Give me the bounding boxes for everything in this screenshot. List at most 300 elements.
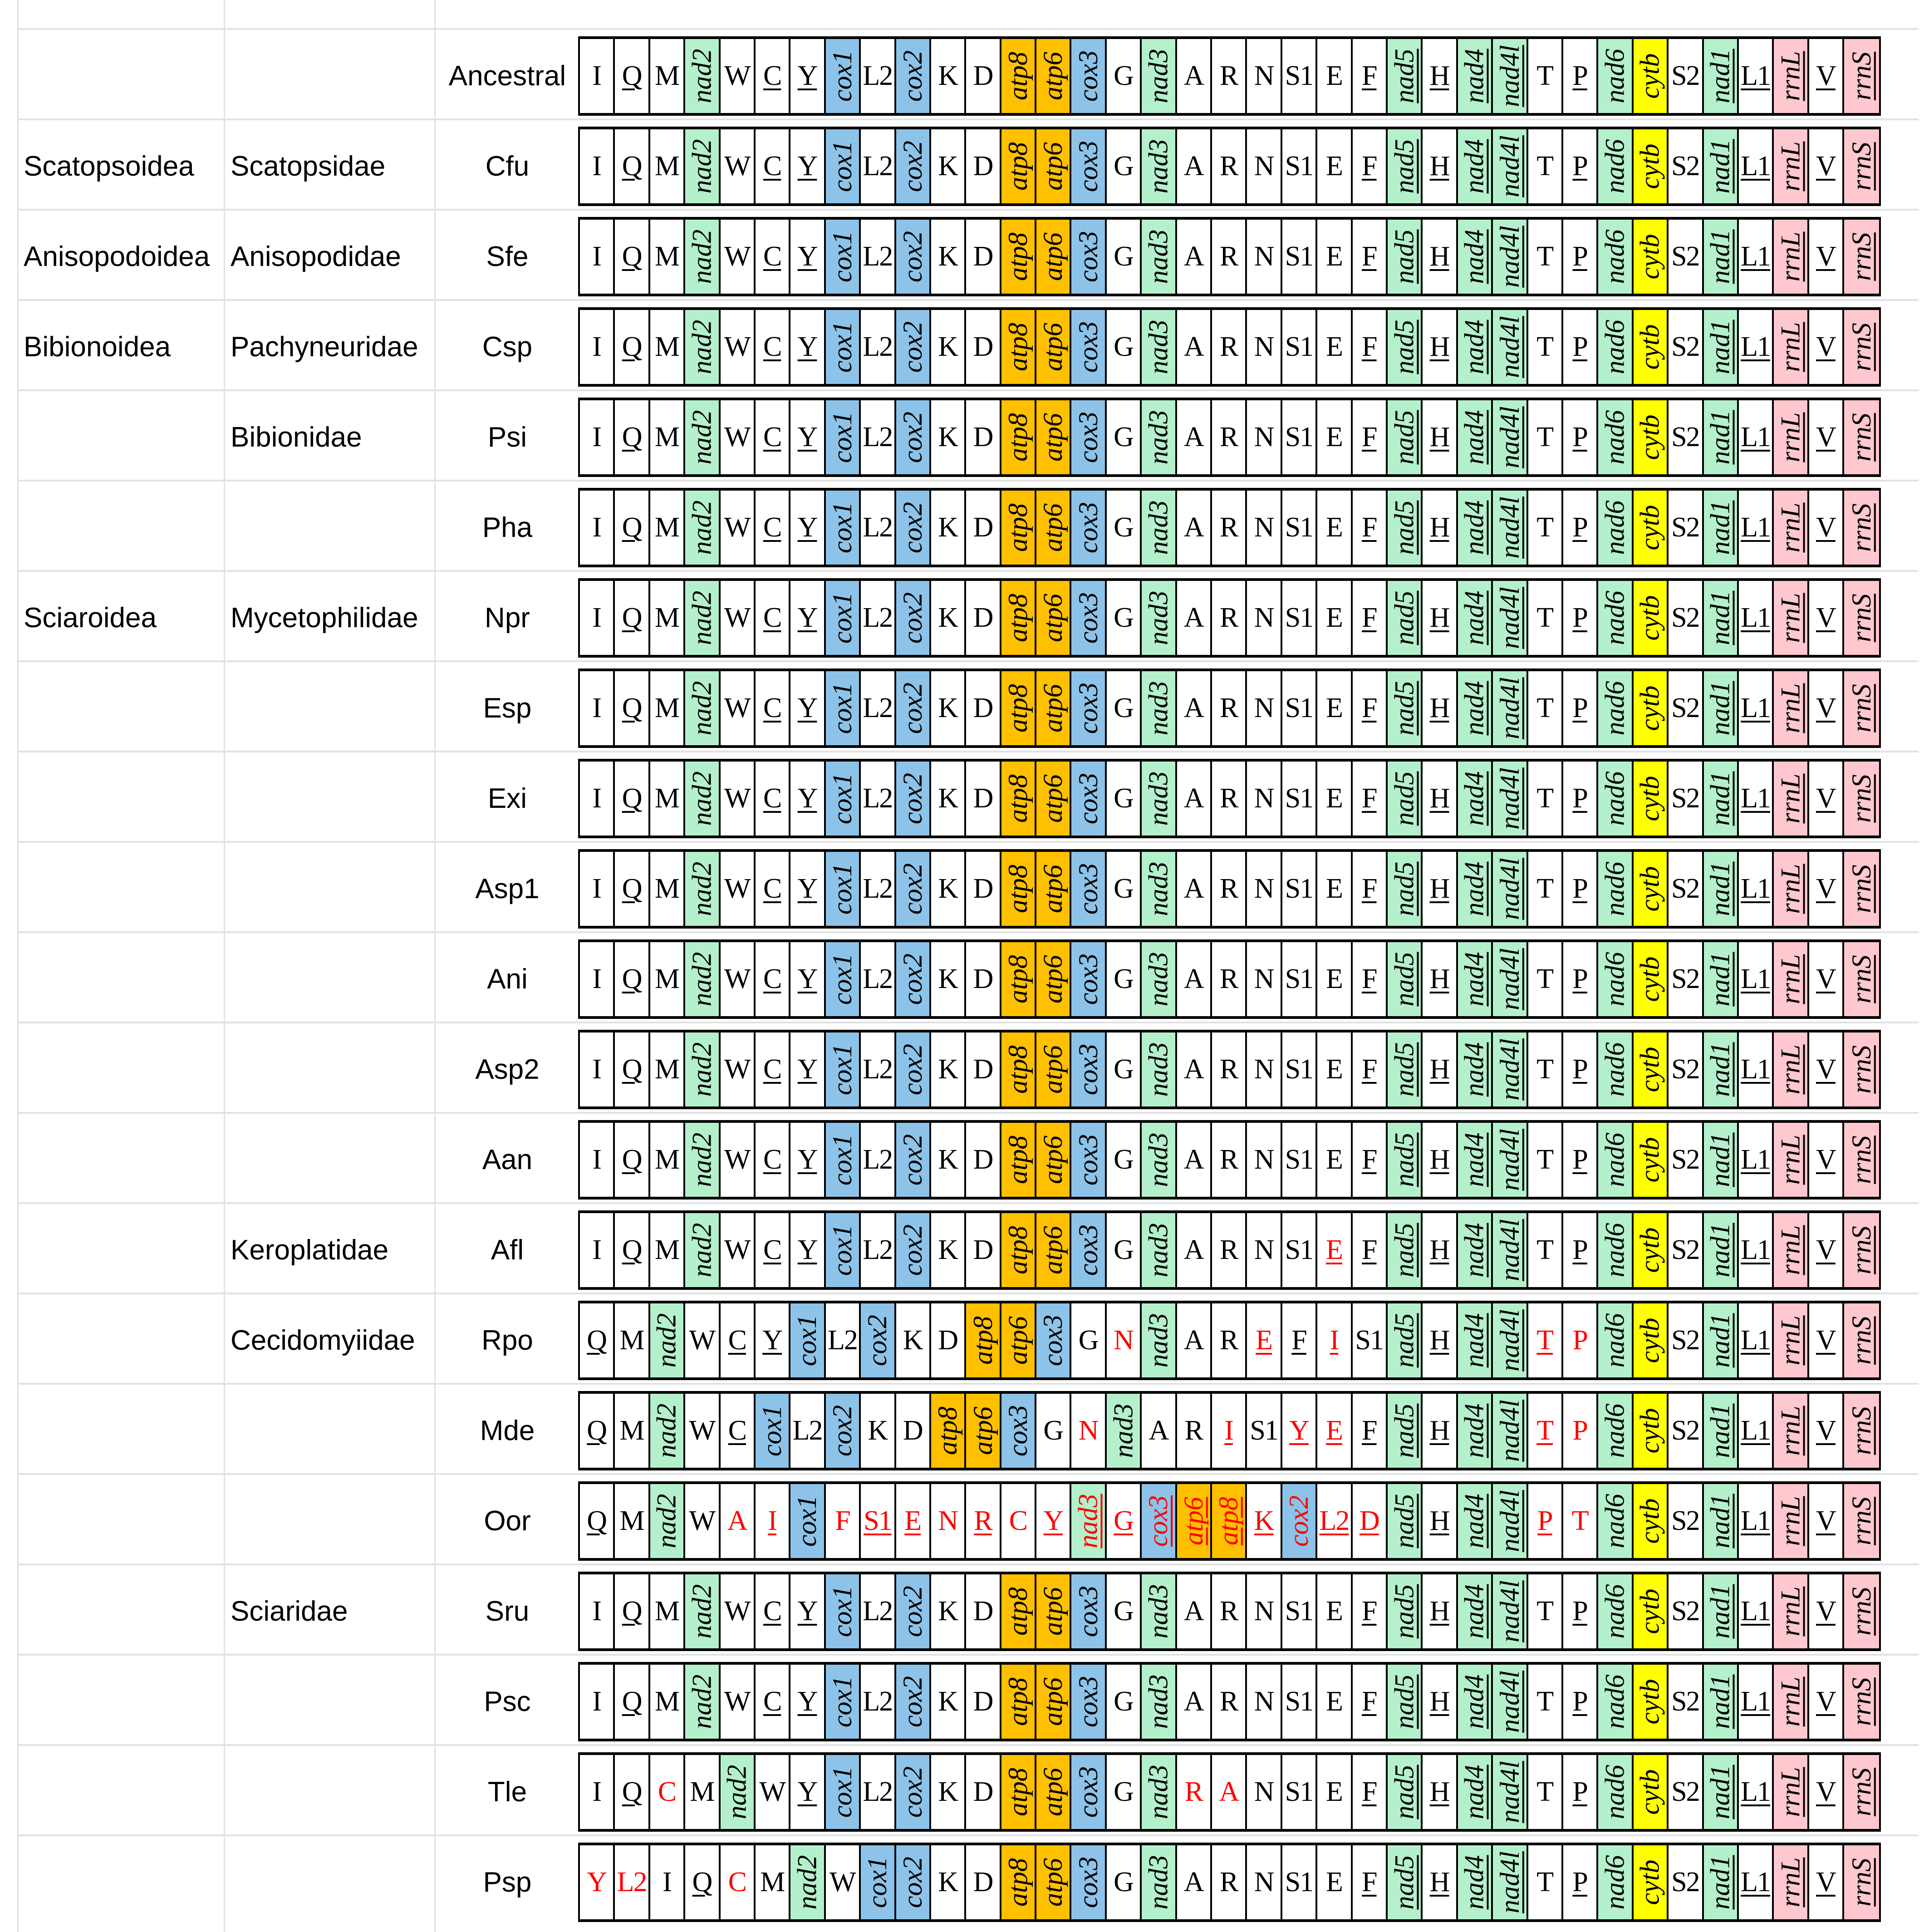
gene-label: E — [1325, 1776, 1342, 1807]
gene-label: N — [1254, 151, 1274, 182]
gene-label: L2 — [863, 1234, 893, 1265]
gene-cell-cox3 — [1071, 39, 1106, 113]
gene-cell-m — [615, 1394, 650, 1468]
gene-order-strip — [578, 1843, 1881, 1922]
gene-cell-atp6 — [1036, 129, 1071, 203]
gene-cell-rrns — [1844, 220, 1879, 294]
gene-label: S1 — [1285, 331, 1313, 362]
gene-cell-cox3 — [1071, 581, 1106, 655]
gene-cell-k — [931, 491, 966, 565]
gene-label: W — [724, 1234, 750, 1265]
gene-label: C — [763, 1054, 781, 1085]
gene-label: nad5 — [1389, 229, 1419, 284]
gene-cell-atp8 — [1001, 1213, 1036, 1287]
gene-label: atp8 — [1002, 774, 1033, 823]
gene-cell-l1 — [1739, 1213, 1774, 1287]
gene-cell-nad2 — [685, 400, 720, 474]
gene-label: atp6 — [967, 1406, 998, 1455]
gene-label: cox2 — [827, 1405, 857, 1457]
gene-label: cox3 — [1073, 1585, 1103, 1637]
gene-cell-i — [756, 1484, 790, 1558]
gene-label: K — [938, 602, 957, 633]
table-row — [17, 121, 1919, 211]
gene-label: S2 — [1671, 151, 1699, 182]
gene-label: S2 — [1671, 1686, 1699, 1717]
gene-label: cox3 — [1143, 1495, 1173, 1547]
gene-cell-h — [1423, 852, 1458, 926]
gene-cell-l1 — [1739, 220, 1774, 294]
gene-cell-cox3 — [1071, 1123, 1106, 1197]
gene-cell-rrnl — [1774, 129, 1809, 203]
gene-cell-r — [1212, 762, 1247, 836]
gene-label: W — [724, 151, 750, 182]
gene-label: nad5 — [1389, 1403, 1419, 1458]
gene-cell-cox1 — [826, 1213, 861, 1287]
gene-label: V — [1816, 512, 1836, 543]
gene-cell-i — [650, 1845, 685, 1919]
gene-cell-f — [1353, 39, 1388, 113]
gene-label: nad4 — [1459, 771, 1489, 826]
gene-label: nad5 — [1389, 1132, 1419, 1187]
gene-cell-s2 — [1669, 1484, 1703, 1558]
gene-cell-cox2 — [861, 1303, 896, 1377]
gene-cell-cytb — [1634, 220, 1669, 294]
gene-cell-g — [1107, 1574, 1142, 1648]
gene-label: N — [1254, 602, 1274, 633]
gene-label: Q — [622, 1144, 642, 1175]
gene-label: cox1 — [827, 1676, 857, 1728]
gene-cell-m — [650, 400, 685, 474]
gene-cell-nad2 — [650, 1484, 685, 1558]
species-label: Aan — [482, 1144, 533, 1175]
gene-cell-k — [931, 1574, 966, 1648]
gene-cell-cytb — [1634, 1574, 1669, 1648]
gene-cell-y — [790, 1123, 825, 1197]
gene-cell-s1 — [1282, 1755, 1317, 1829]
gene-cell-cytb — [1634, 1394, 1669, 1468]
gene-cell-t — [1528, 942, 1563, 1016]
gene-cell-atp6 — [1036, 1665, 1071, 1739]
gene-label: S1 — [1285, 151, 1313, 182]
gene-cell-nad1 — [1704, 1213, 1739, 1287]
gene-cell-s1 — [1353, 1303, 1388, 1377]
gene-cell-s1 — [1282, 310, 1317, 384]
gene-cell-s1 — [1282, 942, 1317, 1016]
gene-label: G — [1114, 1234, 1133, 1265]
gene-cell-atp8 — [1001, 1845, 1036, 1919]
gene-label: S1 — [1250, 1415, 1278, 1446]
gene-label: P — [1572, 1867, 1587, 1898]
gene-label: nad4l — [1494, 1400, 1525, 1462]
gene-cell-n — [1247, 491, 1282, 565]
gene-cell-g — [1107, 852, 1142, 926]
gene-cell-nad3 — [1107, 1394, 1142, 1468]
gene-label: F — [1362, 60, 1377, 91]
gene-order-strip — [578, 1301, 1881, 1380]
gene-label: T — [1571, 1505, 1588, 1536]
gene-cell-nad5 — [1388, 400, 1423, 474]
gene-cell-f — [1353, 1123, 1388, 1197]
gene-cell-l2 — [861, 1213, 896, 1287]
gene-label: S2 — [1671, 1325, 1699, 1356]
gene-cell-t — [1528, 1032, 1563, 1106]
superfamily-label — [24, 482, 223, 573]
gene-label: F — [1362, 1054, 1377, 1085]
table-row — [17, 1115, 1919, 1205]
gene-label: nad2 — [687, 320, 717, 374]
gene-label: M — [654, 964, 679, 994]
gene-cell-k — [931, 220, 966, 294]
gene-cell-cytb — [1634, 762, 1669, 836]
gene-cell-a — [1177, 1303, 1212, 1377]
gene-cell-s1 — [1247, 1394, 1282, 1468]
gene-label: D — [973, 693, 993, 723]
gene-label: A — [1183, 1054, 1203, 1085]
gene-cell-cytb — [1634, 1484, 1669, 1558]
gene-cell-c — [756, 852, 790, 926]
gene-label: S2 — [1671, 1505, 1699, 1536]
table-row — [17, 1205, 1919, 1295]
gene-order-strip — [578, 36, 1881, 116]
gene-cell-i — [580, 671, 615, 745]
gene-cell-l1 — [1739, 1303, 1774, 1377]
gene-label: D — [973, 1686, 993, 1717]
gene-label: K — [938, 241, 957, 272]
gene-label: E — [1325, 422, 1342, 452]
gene-label: nad1 — [1705, 861, 1735, 916]
gene-label: M — [690, 1776, 714, 1807]
gene-cell-rrns — [1844, 852, 1879, 926]
gene-cell-k — [931, 400, 966, 474]
gene-label: E — [1325, 873, 1342, 904]
gene-label: G — [1114, 1776, 1133, 1807]
gene-label: N — [1254, 331, 1274, 362]
gene-cell-h — [1423, 1665, 1458, 1739]
gene-label: rrnL — [1775, 51, 1806, 101]
gene-label: nad4l — [1494, 1580, 1525, 1642]
gene-order-strip — [578, 398, 1881, 477]
gene-cell-l1 — [1739, 1123, 1774, 1197]
gene-label: cox2 — [897, 1134, 928, 1186]
gene-label: E — [1325, 1867, 1342, 1898]
gene-label: S1 — [1285, 783, 1313, 814]
gene-cell-cox3 — [1071, 310, 1106, 384]
gene-label: atp6 — [1038, 594, 1068, 642]
gene-cell-atp8 — [1212, 1484, 1247, 1558]
gene-label: N — [1254, 422, 1274, 452]
gene-cell-atp6 — [1036, 581, 1071, 655]
gene-label: E — [1325, 602, 1342, 633]
gene-cell-nad4 — [1458, 310, 1493, 384]
gene-cell-e — [1317, 581, 1352, 655]
gene-label: rrnL — [1775, 1315, 1806, 1366]
gene-label: S1 — [1285, 602, 1313, 633]
gene-label: L1 — [1741, 1144, 1771, 1175]
gene-label: nad2 — [687, 1042, 717, 1097]
gene-cell-m — [650, 1032, 685, 1106]
gene-cell-p — [1563, 491, 1598, 565]
gene-label: Q — [622, 1596, 642, 1627]
gene-label: S2 — [1671, 1234, 1699, 1265]
gene-label: H — [1429, 422, 1449, 452]
gene-label: T — [1536, 422, 1553, 452]
gene-cell-r — [1212, 1665, 1247, 1739]
gene-label: nad6 — [1600, 320, 1630, 374]
row-divider — [17, 1202, 1919, 1204]
table-row — [17, 302, 1919, 392]
gene-label: R — [1184, 1415, 1203, 1446]
gene-cell-s1 — [1282, 1665, 1317, 1739]
gene-cell-nad5 — [1388, 1484, 1423, 1558]
gene-label: F — [1362, 1234, 1377, 1265]
gene-label: D — [973, 512, 993, 543]
species-label: Rpo — [481, 1325, 533, 1356]
gene-cell-h — [1423, 581, 1458, 655]
gene-label: N — [1254, 964, 1274, 994]
gene-cell-f — [1353, 1213, 1388, 1287]
gene-label: H — [1429, 151, 1449, 182]
gene-label: rrnL — [1775, 141, 1806, 192]
gene-cell-rrns — [1844, 581, 1879, 655]
gene-label: S1 — [1285, 241, 1313, 272]
gene-label: G — [1114, 873, 1133, 904]
gene-cell-nad4l — [1493, 1213, 1528, 1287]
gene-cell-nad4l — [1493, 1845, 1528, 1919]
gene-label: G — [1114, 512, 1133, 543]
gene-label: nad5 — [1389, 1494, 1419, 1549]
gene-label: H — [1429, 241, 1449, 272]
gene-label: C — [763, 422, 781, 452]
gene-label: nad3 — [1143, 681, 1173, 736]
gene-label: Q — [622, 964, 642, 994]
gene-cell-h — [1423, 1484, 1458, 1558]
gene-label: rrnL — [1775, 231, 1806, 282]
gene-cell-nad1 — [1704, 1032, 1739, 1106]
gene-cell-cox2 — [896, 1845, 931, 1919]
gene-cell-atp8 — [1001, 400, 1036, 474]
gene-cell-nad6 — [1598, 220, 1633, 294]
gene-label: E — [1325, 1054, 1342, 1085]
gene-order-strip — [578, 939, 1881, 1019]
gene-cell-n — [1247, 762, 1282, 836]
gene-cell-d — [966, 762, 1001, 836]
gene-cell-rrns — [1844, 1755, 1879, 1829]
row-divider — [17, 1834, 1919, 1836]
gene-label: nad1 — [1705, 500, 1735, 555]
gene-label: Y — [797, 1054, 817, 1085]
gene-label: rrnS — [1846, 1136, 1877, 1184]
gene-label: D — [938, 1325, 957, 1356]
gene-label: L2 — [863, 783, 893, 814]
gene-cell-nad3 — [1142, 1123, 1177, 1197]
gene-label: C — [763, 331, 781, 362]
gene-cell-nad4l — [1493, 310, 1528, 384]
gene-label: H — [1429, 693, 1449, 723]
gene-cell-a — [1177, 400, 1212, 474]
gene-cell-s1 — [1282, 1032, 1317, 1106]
table-row — [17, 1657, 1919, 1747]
gene-order-strip — [578, 669, 1881, 748]
gene-label: nad4l — [1494, 45, 1525, 107]
gene-cell-rrns — [1844, 491, 1879, 565]
gene-cell-q — [615, 1213, 650, 1287]
gene-cell-p — [1563, 762, 1598, 836]
gene-label: cox2 — [862, 1314, 893, 1367]
gene-cell-s2 — [1669, 1303, 1703, 1377]
gene-label: nad3 — [1143, 1313, 1173, 1368]
gene-cell-l2 — [861, 581, 896, 655]
gene-label: S2 — [1671, 783, 1699, 814]
gene-cell-rrnl — [1774, 581, 1809, 655]
gene-label: atp8 — [933, 1406, 963, 1455]
gene-label: L1 — [1741, 1686, 1771, 1717]
gene-label: S2 — [1671, 1867, 1699, 1898]
gene-label: F — [1362, 1686, 1377, 1717]
gene-cell-q — [580, 1303, 615, 1377]
row-divider — [17, 28, 1919, 30]
table-row — [17, 31, 1919, 121]
gene-cell-nad4l — [1493, 1755, 1528, 1829]
gene-label: nad2 — [792, 1855, 822, 1910]
gene-order-strip — [578, 488, 1881, 567]
gene-label: Y — [797, 151, 817, 182]
table-row — [17, 1837, 1919, 1927]
gene-label: Q — [587, 1505, 607, 1536]
gene-order-strip — [578, 1752, 1881, 1832]
gene-label: I — [592, 602, 601, 633]
gene-label: H — [1429, 1596, 1449, 1627]
gene-cell-cox3 — [1071, 1665, 1106, 1739]
gene-cell-cox3 — [1036, 1303, 1071, 1377]
gene-cell-v — [1809, 1845, 1844, 1919]
gene-cell-nad2 — [650, 1303, 685, 1377]
gene-cell-f — [1353, 1032, 1388, 1106]
gene-label: cox2 — [1284, 1495, 1314, 1547]
gene-label: nad1 — [1705, 681, 1735, 736]
gene-label: L1 — [1741, 422, 1771, 452]
gene-label: P — [1572, 422, 1587, 452]
gene-label: P — [1572, 1415, 1587, 1446]
gene-cell-a — [1177, 942, 1212, 1016]
gene-label: L2 — [1319, 1505, 1349, 1536]
gene-label: G — [1114, 1867, 1133, 1898]
gene-label: L1 — [1741, 783, 1771, 814]
gene-cell-atp8 — [1001, 942, 1036, 1016]
gene-cell-nad3 — [1142, 1213, 1177, 1287]
gene-label: nad2 — [687, 861, 717, 916]
gene-cell-cox3 — [1071, 1845, 1106, 1919]
gene-label: T — [1536, 1234, 1553, 1265]
gene-label: nad4l — [1494, 1671, 1525, 1733]
gene-cell-cox3 — [1071, 852, 1106, 926]
gene-label: atp6 — [1038, 142, 1068, 191]
gene-cell-w — [721, 129, 756, 203]
gene-label: rrnL — [1775, 1406, 1806, 1456]
gene-cell-l2 — [861, 1032, 896, 1106]
gene-cell-r — [1212, 1213, 1247, 1287]
gene-label: nad4l — [1494, 1309, 1525, 1372]
gene-label: cytb — [1634, 776, 1665, 821]
gene-order-strip — [578, 1391, 1881, 1470]
gene-cell-cytb — [1634, 671, 1669, 745]
gene-label: rrnL — [1775, 1857, 1806, 1907]
gene-label: H — [1429, 60, 1449, 91]
gene-cell-nad3 — [1142, 220, 1177, 294]
gene-cell-a — [1177, 129, 1212, 203]
gene-cell-q — [615, 220, 650, 294]
gene-label: cox2 — [897, 592, 928, 644]
gene-label: N — [1254, 1686, 1274, 1717]
gene-label: nad4l — [1494, 406, 1525, 468]
gene-label: R — [1220, 512, 1238, 543]
gene-cell-v — [1809, 1484, 1844, 1558]
gene-cell-rrns — [1844, 1123, 1879, 1197]
gene-cell-cox2 — [896, 310, 931, 384]
species-label: Pha — [482, 512, 533, 543]
gene-cell-nad1 — [1704, 1123, 1739, 1197]
gene-cell-a — [1177, 1123, 1212, 1197]
gene-cell-cox1 — [861, 1845, 896, 1919]
gene-cell-k — [896, 1303, 931, 1377]
gene-cell-cox3 — [1071, 400, 1106, 474]
superfamily-label — [24, 663, 223, 753]
gene-cell-i — [580, 1213, 615, 1287]
gene-label: L1 — [1741, 1505, 1771, 1536]
gene-label: nad4 — [1459, 1584, 1489, 1639]
gene-cell-n — [1247, 220, 1282, 294]
gene-label: W — [724, 331, 750, 362]
gene-cell-q — [615, 852, 650, 926]
gene-cell-d — [966, 491, 1001, 565]
gene-label: nad3 — [1108, 1403, 1139, 1458]
gene-cell-l1 — [1739, 671, 1774, 745]
gene-cell-nad5 — [1388, 1845, 1423, 1919]
gene-label: R — [1220, 60, 1238, 91]
table-row — [17, 573, 1919, 663]
gene-label: A — [1183, 1144, 1203, 1175]
gene-cell-h — [1423, 671, 1458, 745]
gene-label: nad3 — [1143, 1042, 1173, 1097]
gene-label: cytb — [1634, 1317, 1665, 1363]
gene-label: atp8 — [1002, 1858, 1033, 1907]
gene-label: L1 — [1741, 602, 1771, 633]
gene-label: E — [1256, 1325, 1272, 1356]
gene-cell-s1 — [1282, 1213, 1317, 1287]
family-label — [231, 934, 439, 1024]
gene-cell-cytb — [1634, 310, 1669, 384]
gene-cell-f — [1353, 1665, 1388, 1739]
gene-cell-n — [1247, 129, 1282, 203]
gene-cell-cox2 — [896, 491, 931, 565]
gene-cell-nad6 — [1598, 1574, 1633, 1648]
gene-cell-s2 — [1669, 1574, 1703, 1648]
gene-cell-k — [931, 1213, 966, 1287]
gene-label: S1 — [1285, 1867, 1313, 1898]
superfamily-label — [24, 392, 223, 482]
gene-label: cox2 — [897, 501, 928, 554]
gene-cell-a — [1177, 491, 1212, 565]
gene-label: M — [654, 873, 679, 904]
species-label: Psp — [483, 1867, 532, 1898]
gene-label: S2 — [1671, 331, 1699, 362]
gene-cell-s1 — [1282, 1123, 1317, 1197]
gene-cell-nad5 — [1388, 1032, 1423, 1106]
gene-label: F — [1362, 331, 1377, 362]
gene-cell-cox3 — [1071, 1032, 1106, 1106]
gene-cell-cox1 — [826, 1665, 861, 1739]
gene-cell-nad5 — [1388, 852, 1423, 926]
gene-label: A — [1183, 693, 1203, 723]
